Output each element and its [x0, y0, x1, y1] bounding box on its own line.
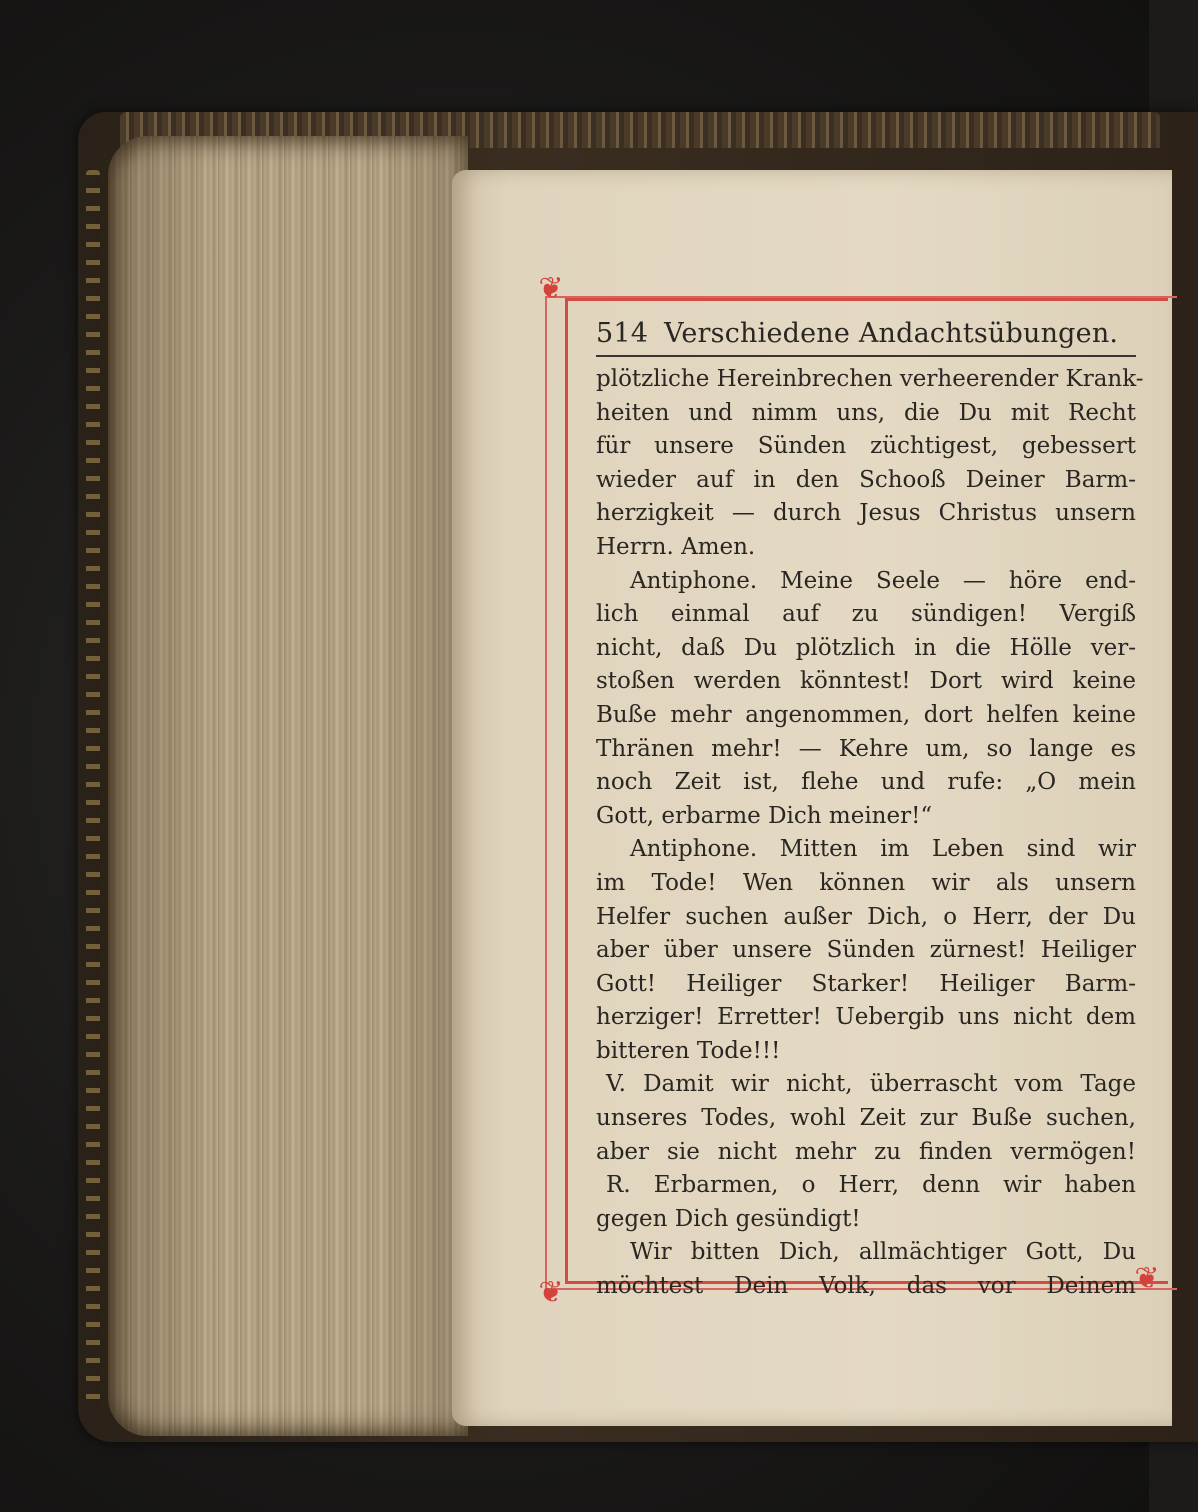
page-number: 514 — [596, 318, 649, 349]
text-line: herzigkeit — durch Jesus Christus unsern — [596, 500, 1136, 527]
page-text — [596, 318, 1144, 1304]
corner-ornament-icon: ❦ — [1134, 1261, 1160, 1296]
text-line: Gott! Heiliger Starker! Heiliger Barm- — [596, 970, 1136, 997]
text-line: Antiphone. Mitten im Leben sind wir — [630, 836, 1136, 863]
text-line: aber sie nicht mehr zu finden vermögen! — [596, 1138, 1136, 1165]
corner-ornament-icon: ❦ — [538, 1275, 564, 1310]
text-line: stoßen werden könntest! Dort wird keine — [596, 668, 1136, 695]
text-line: Thränen mehr! — Kehre um, so lange es — [596, 735, 1136, 762]
text-line: Helfer suchen außer Dich, o Herr, der Du — [596, 903, 1136, 930]
text-line: für unsere Sünden züchtigest, gebessert — [596, 433, 1136, 460]
text-line: Antiphone. Meine Seele — höre end- — [630, 567, 1136, 594]
text-line: bitteren Tode!!! — [596, 1037, 781, 1064]
running-title: Verschiedene Andachtsübungen. — [664, 318, 1119, 349]
text-line: V. Damit wir nicht, überrascht vom Tage — [606, 1071, 1136, 1098]
page-edges-shade — [108, 136, 468, 1436]
text-line: noch Zeit ist, flehe und rufe: „O mein — [596, 769, 1136, 796]
text-line: aber über unsere Sünden zürnest! Heiliger — [596, 937, 1136, 964]
text-line: im Tode! Wen können wir als unsern — [596, 869, 1136, 896]
body-text — [596, 363, 1144, 1304]
text-line: unseres Todes, wohl Zeit zur Buße suchen, — [596, 1105, 1136, 1132]
page-header — [596, 318, 1136, 357]
text-line: lich einmal auf zu sündigen! Vergiß — [596, 601, 1136, 628]
corner-ornament-icon: ❦ — [538, 271, 564, 306]
text-line: R. Erbarmen, o Herr, denn wir haben — [606, 1172, 1136, 1199]
text-line: heiten und nimm uns, die Du mit Recht — [596, 399, 1136, 426]
text-line: nicht, daß Du plötzlich in die Hölle ver- — [596, 634, 1136, 661]
text-line: gegen Dich gesündigt! — [596, 1205, 861, 1232]
cover-gilt-edge — [86, 170, 100, 1410]
text-line: herziger! Erretter! Uebergib uns nicht dem — [596, 1004, 1136, 1031]
text-line: Herrn. Amen. — [596, 533, 756, 560]
text-line: wieder auf in den Schooß Deiner Barm- — [596, 466, 1136, 493]
text-line: Wir bitten Dich, allmächtiger Gott, Du — [630, 1239, 1136, 1266]
text-line: plötzliche Hereinbrechen verheerender Krank- — [596, 366, 1144, 392]
text-line: Buße mehr angenommen, dort helfen keine — [596, 701, 1136, 728]
text-line: möchtest Dein Volk, das vor Deinem — [596, 1273, 1136, 1300]
text-line: Gott, erbarme Dich meiner!“ — [596, 802, 933, 829]
